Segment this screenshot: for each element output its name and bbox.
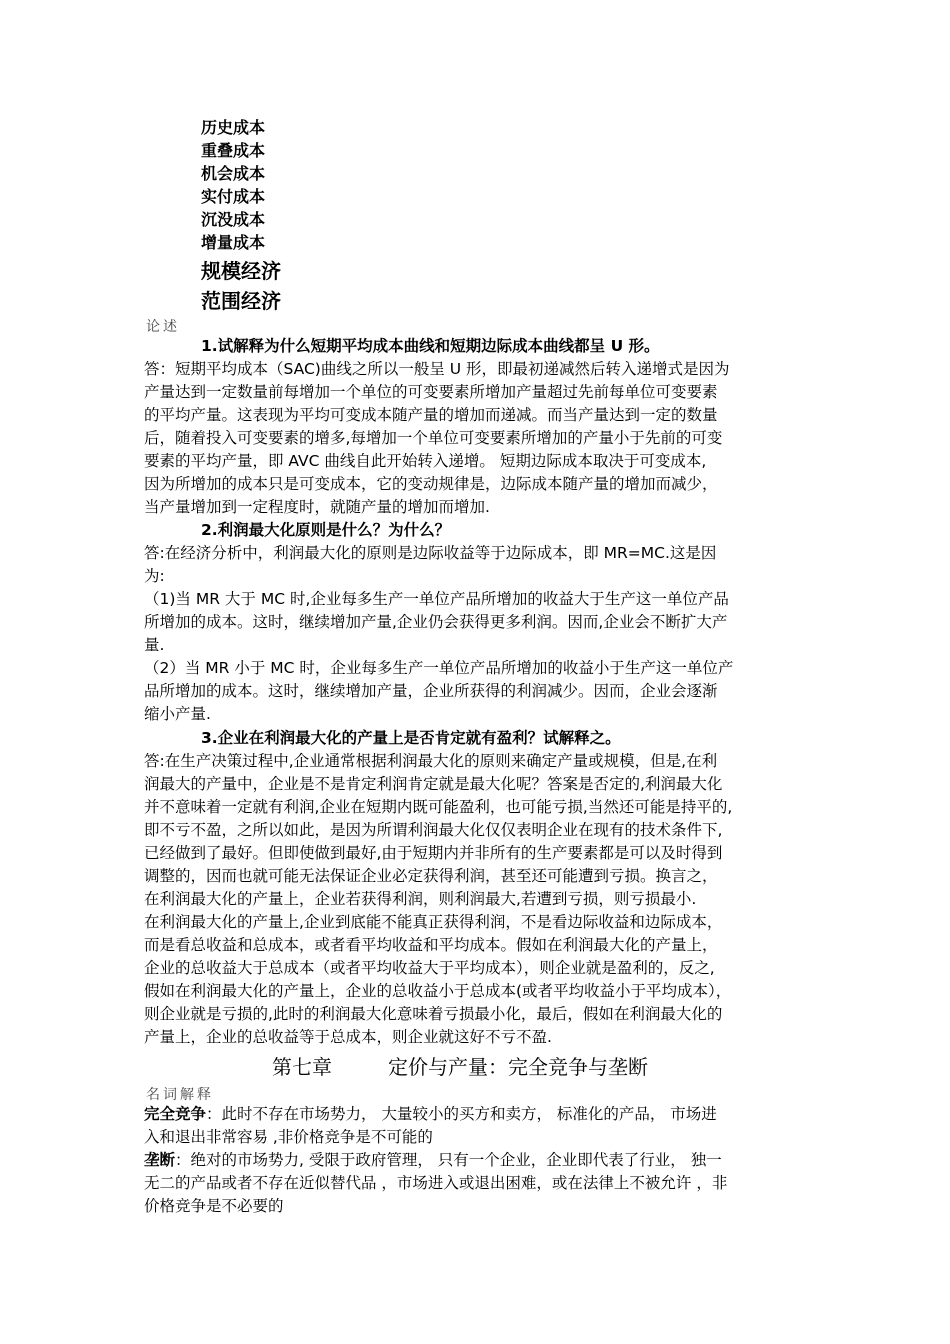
term-overlapping-cost: 重叠成本 [201, 141, 266, 160]
definition-monopoly [144, 1149, 824, 1218]
question-2: 2.利润最大化原则是什么？为什么？ [201, 521, 451, 539]
answer-1-line: 当产量增加到一定程度时，就随产量的增加而增加. [144, 498, 490, 516]
definition-text: 价格竞争是不必要的 [144, 1197, 284, 1215]
answer-1 [144, 358, 824, 519]
section-terms-label: 名词解释 [146, 1087, 214, 1103]
answer-3-line: 则企业就是亏损的,此时的利润最大化意味着亏损最小化，最后，假如在利润最大化的 [144, 1005, 723, 1023]
answer-2 [144, 542, 824, 726]
answer-2-line: （2）当 MR 小于 MC 时，企业每多生产一单位产品所增加的收益小于生产这一单位产 [144, 659, 734, 677]
answer-2-line: 所增加的成本。这时，继续增加产量,企业仍会获得更多利润。因而,企业会不断扩大产 [144, 613, 728, 631]
definition-text: 入和退出非常容易 ,非价格竞争是不可能的 [144, 1128, 433, 1146]
chapter-number: 第七章 [272, 1055, 332, 1079]
answer-3-line: 润最大的产量中，企业是不是肯定利润肯定就是最大化呢？答案是否定的,利润最大化 [144, 775, 723, 793]
answer-3-line: 已经做到了最好。但即使做到最好,由于短期内并非所有的生产要素都是可以及时得到 [144, 844, 723, 862]
question-1: 1.试解释为什么短期平均成本曲线和短期边际成本曲线都呈 U 形。 [201, 337, 660, 355]
chapter-title: 定价与产量：完全竞争与垄断 [388, 1055, 648, 1079]
term-economies-of-scope: 范围经济 [201, 289, 281, 313]
definition-term: 垄断 [144, 1151, 176, 1169]
answer-3-line: 即不亏不盈，之所以如此，是因为所谓利润最大化仅仅表明企业在现有的技术条件下, [144, 821, 723, 839]
term-opportunity-cost: 机会成本 [201, 164, 266, 183]
answer-3-line: 调整的，因而也就可能无法保证企业必定获得利润，甚至还可能遭到亏损。换言之， [144, 867, 718, 885]
answer-3-line: 企业的总收益大于总成本（或者平均收益大于平均成本），则企业就是盈利的，反之, [144, 959, 715, 977]
answer-2-line: 答:在经济分析中，利润最大化的原则是边际收益等于边际成本，即 MR=MC.这是因 [144, 544, 717, 562]
definition-perfect-competition [144, 1103, 824, 1149]
term-sunk-cost: 沉没成本 [201, 210, 266, 229]
term-actual-cost: 实付成本 [201, 187, 266, 206]
answer-3-line: 并不意味着一定就有利润,企业在短期内既可能盈利，也可能亏损,当然还可能是持平的, [144, 798, 733, 816]
answer-1-line: 后，随着投入可变要素的增多,每增加一个单位可变要素所增加的产量小于先前的可变 [144, 429, 723, 447]
answer-3-line: 在利润最大化的产量上，企业若获得利润，则利润最大,若遭到亏损，则亏损最小. [144, 890, 697, 908]
answer-2-line: 品所增加的成本。这时，继续增加产量，企业所获得的利润减少。因而，企业会逐渐 [144, 682, 718, 700]
answer-1-line: 答：短期平均成本（SAC)曲线之所以一般呈 U 形，即最初递减然后转入递增式是因为 [144, 360, 730, 378]
answer-1-line: 要素的平均产量，即 AVC 曲线自此开始转入递增。 短期边际成本取决于可变成本, [144, 452, 707, 470]
answer-1-line: 的平均产量。这表现为平均可变成本随产量的增加而递减。而当产量达到一定的数量 [144, 406, 718, 424]
answer-2-line: 量. [144, 636, 165, 654]
answer-3-line: 在利润最大化的产量上,企业到底能不能真正获得利润，不是看边际收益和边际成本， [144, 913, 723, 931]
answer-3-line: 假如在利润最大化的产量上，企业的总收益小于总成本(或者平均收益小于平均成本）， [144, 982, 732, 1000]
answer-1-line: 产量达到一定数量前每增加一个单位的可变要素所增加产量超过先前每单位可变要素 [144, 383, 718, 401]
question-3: 3.企业在利润最大化的产量上是否肯定就有盈利？试解释之。 [201, 729, 621, 747]
definition-text: 无二的产品或者不存在近似替代品 ，市场进入或退出困难，或在法律上不被允许 ，非 [144, 1174, 728, 1192]
definition-term: 完全竞争 [144, 1105, 207, 1123]
answer-2-line: 缩小产量. [144, 705, 211, 723]
answer-2-line: 为: [144, 567, 165, 585]
chapter-heading [272, 1052, 648, 1082]
answer-3-line: 而是看总收益和总成本，或者看平均收益和平均成本。假如在利润最大化的产量上， [144, 936, 718, 954]
answer-2-line: （1)当 MR 大于 MC 时,企业每多生产一单位产品所增加的收益大于生产这一单位产品 [144, 590, 729, 608]
term-historical-cost: 历史成本 [201, 118, 266, 137]
answer-3-line: 答:在生产决策过程中,企业通常根据利润最大化的原则来确定产量或规模，但是,在利 [144, 752, 718, 770]
answer-3 [144, 750, 824, 1049]
definition-text: ：此时不存在市场势力， 大量较小的买方和卖方， 标准化的产品， 市场进 [206, 1105, 717, 1123]
term-incremental-cost: 增量成本 [201, 233, 266, 252]
section-essay-label: 论述 [146, 319, 180, 335]
definition-text: ：绝对的市场势力, 受限于政府管理， 只有一个企业，企业即代表了行业， 独一 [175, 1151, 722, 1169]
answer-3-line: 产量上，企业的总收益等于总成本，则企业就这好不亏不盈. [144, 1028, 552, 1046]
answer-1-line: 因为所增加的成本只是可变成本，它的变动规律是，边际成本随产量的增加而减少， [144, 475, 718, 493]
term-economies-of-scale: 规模经济 [201, 259, 281, 283]
